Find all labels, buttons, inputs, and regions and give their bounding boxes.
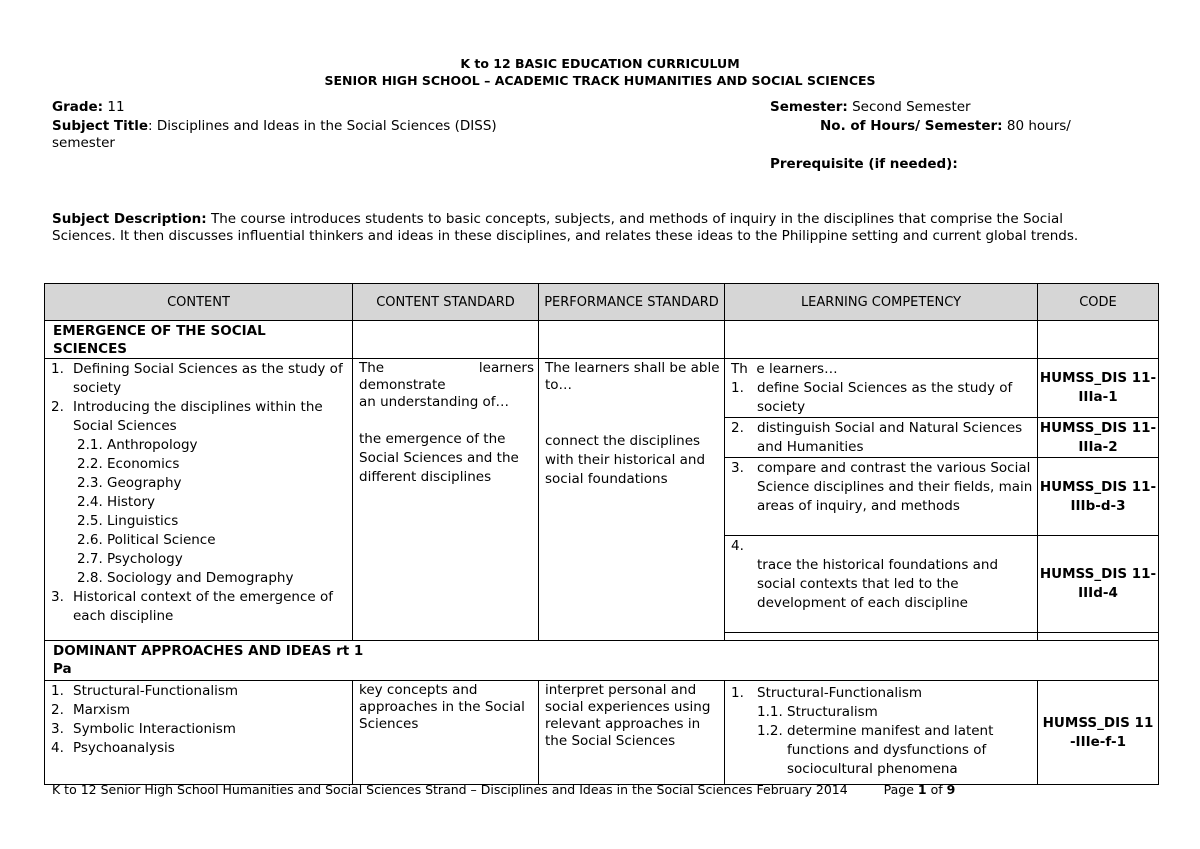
item-number: 2. xyxy=(731,420,744,436)
item-number: 3. xyxy=(731,460,744,476)
item-number: 3. xyxy=(51,589,64,605)
list-item xyxy=(51,512,348,531)
subject-info xyxy=(52,118,497,134)
page-footer xyxy=(52,782,955,797)
list-item xyxy=(51,550,348,569)
item-number: 1. xyxy=(51,683,64,699)
list-item xyxy=(51,720,348,739)
learning-competency-cell xyxy=(725,458,1038,536)
empty-cell xyxy=(539,321,725,359)
ps-text: connect the disciplines with their historical and social foundations xyxy=(545,433,706,487)
cs-text: The xyxy=(359,360,385,376)
doc-title-line2: SENIOR HIGH SCHOOL – ACADEMIC TRACK HUMANITIES AND SOCIAL SCIENCES xyxy=(324,73,876,88)
subject-value: : Disciplines and Ideas in the Social Sciences (DISS) xyxy=(148,118,497,134)
item-number: 2.8. xyxy=(77,570,103,586)
table-row xyxy=(45,359,1159,418)
item-text: define Social Sciences as the study of society xyxy=(757,380,1013,415)
item-text: compare and contrast the various Social Science disciplines and their fields, main areas of inquiry, and methods xyxy=(757,460,1033,514)
list-item xyxy=(51,739,348,758)
item-number: 2.7. xyxy=(77,551,103,567)
empty-cell xyxy=(353,321,539,359)
lc-intro-text: e learners… xyxy=(756,361,838,377)
doc-title-line1: K to 12 BASIC EDUCATION CURRICULUM xyxy=(460,56,740,71)
item-text: Economics xyxy=(107,456,180,472)
empty-cell xyxy=(725,321,1038,359)
item-number: 2.3. xyxy=(77,475,103,491)
item-text: Linguistics xyxy=(107,513,179,529)
table-row xyxy=(45,681,1159,785)
code-cell: HUMSS_DIS 11- IIIa-1 xyxy=(1038,359,1159,418)
list-item xyxy=(51,531,348,550)
learning-competency-cell xyxy=(725,681,1038,785)
lc-intro xyxy=(731,360,1033,379)
code-cell: HUMSS_DIS 11 -IIIe-f-1 xyxy=(1038,681,1159,785)
item-number: 2.2. xyxy=(77,456,103,472)
list-item xyxy=(51,360,348,398)
list-item xyxy=(51,701,348,720)
header-content: CONTENT xyxy=(45,284,353,321)
curriculum-table xyxy=(44,283,1159,785)
competency-item xyxy=(731,684,1033,703)
item-text: distinguish Social and Natural Sciences and Humanities xyxy=(757,420,1023,455)
item-number: 1.2. xyxy=(757,723,783,739)
hours-value: 80 hours/ xyxy=(1006,118,1071,134)
header-learning-competency: LEARNING COMPETENCY xyxy=(725,284,1038,321)
hours-label: No. of Hours/ Semester: xyxy=(820,118,1003,134)
subject-description xyxy=(52,211,1127,245)
item-text: determine manifest and latent functions and dysfunctions of sociocultural phenomena xyxy=(787,723,994,777)
section-title-text: rt 1 xyxy=(336,643,364,659)
table-header-row xyxy=(45,284,1159,321)
hours-continuation: semester xyxy=(52,135,115,151)
item-number: 4. xyxy=(51,740,64,756)
item-number: 1. xyxy=(731,685,744,701)
section-row xyxy=(45,321,1159,359)
description-text: The course introduces students to basic concepts, subjects, and methods of inquiry in the disciplines that comprise the Social Sciences. It then discusses influential thinkers and ideas in these disciplines, and relates these ideas to the Philippine setting and current global trends. xyxy=(52,211,1079,244)
cs-text: demonstrate xyxy=(359,377,446,393)
header-performance-standard: PERFORMANCE STANDARD xyxy=(539,284,725,321)
item-text: Structural-Functionalism xyxy=(757,685,923,701)
list-item xyxy=(51,569,348,588)
content-cell xyxy=(45,359,353,641)
item-text: Defining Social Sciences as the study of society xyxy=(73,361,343,396)
footer-text: K to 12 Senior High School Humanities and Social Sciences Strand – Disciplines and Ideas in the Social Sciences February 2014 xyxy=(52,782,848,797)
list-item xyxy=(51,682,348,701)
competency-item xyxy=(731,419,1033,457)
item-number: 1. xyxy=(731,380,744,396)
item-number: 2.6. xyxy=(77,532,103,548)
header-code: CODE xyxy=(1038,284,1159,321)
page-label: Page xyxy=(883,782,914,797)
item-text: Structural-Functionalism xyxy=(73,683,239,699)
section-title xyxy=(45,641,1159,681)
header-content-standard: CONTENT STANDARD xyxy=(353,284,539,321)
list-item xyxy=(51,474,348,493)
subject-label: Subject Title xyxy=(52,118,149,134)
item-number: 4. xyxy=(731,538,744,554)
item-text: History xyxy=(107,494,156,510)
cs-text: an understanding of… xyxy=(359,394,510,410)
item-text: Sociology and Demography xyxy=(107,570,294,586)
empty-cell xyxy=(1038,633,1159,641)
cs-text: the emergence of the Social Sciences and the different disciplines xyxy=(359,431,519,485)
grade-label: Grade: xyxy=(52,99,104,115)
item-number: 2. xyxy=(51,399,64,415)
competency-item xyxy=(731,459,1033,516)
prerequisite-label: Prerequisite (if needed): xyxy=(770,156,958,172)
item-text: Introducing the disciplines within the Social Sciences xyxy=(73,399,323,434)
content-cell xyxy=(45,681,353,785)
item-number: 1. xyxy=(51,361,64,377)
competency-item xyxy=(731,379,1033,417)
grade-value: 11 xyxy=(107,99,125,115)
list-item xyxy=(51,455,348,474)
list-item xyxy=(51,588,348,626)
item-text: Political Science xyxy=(107,532,216,548)
competency-subitem xyxy=(731,703,1033,722)
item-number: 2.5. xyxy=(77,513,103,529)
ps-text: The learners shall be able to… xyxy=(545,360,720,393)
code-cell: HUMSS_DIS 11- IIIb-d-3 xyxy=(1038,458,1159,536)
section-row xyxy=(45,641,1159,681)
prerequisite-info xyxy=(770,156,958,172)
section-title-text: DOMINANT APPROACHES AND IDEAS xyxy=(53,643,332,659)
hours-info xyxy=(820,118,1071,134)
item-text: Geography xyxy=(107,475,182,491)
performance-standard-cell: interpret personal and social experiences using relevant approaches in the Social Sciences xyxy=(539,681,725,785)
performance-standard-cell xyxy=(539,359,725,641)
section-title: EMERGENCE OF THE SOCIAL SCIENCES xyxy=(45,321,353,359)
code-cell: HUMSS_DIS 11- IIIa-2 xyxy=(1038,418,1159,458)
competency-subitem xyxy=(731,722,1033,779)
item-number: 1.1. xyxy=(757,704,783,720)
item-number: 2. xyxy=(51,702,64,718)
item-text: Historical context of the emergence of each discipline xyxy=(73,589,333,624)
list-item xyxy=(51,493,348,512)
item-number: 2.4. xyxy=(77,494,103,510)
item-text: Structuralism xyxy=(787,704,878,720)
page-total: 9 xyxy=(946,782,956,797)
content-standard-cell: key concepts and approaches in the Social Sciences xyxy=(353,681,539,785)
learning-competency-cell xyxy=(725,359,1038,418)
semester-label: Semester: xyxy=(770,99,848,115)
content-standard-cell xyxy=(353,359,539,641)
cs-line xyxy=(359,360,534,377)
semester-info xyxy=(770,99,971,115)
item-text: Anthropology xyxy=(107,437,198,453)
item-text: Marxism xyxy=(73,702,131,718)
code-cell: HUMSS_DIS 11- IIId-4 xyxy=(1038,536,1159,633)
page-of-label: of xyxy=(930,782,943,797)
cs-text: learners xyxy=(478,360,534,376)
description-label: Subject Description: xyxy=(52,211,207,227)
empty-cell xyxy=(725,633,1038,641)
learning-competency-cell xyxy=(725,418,1038,458)
page-indicator xyxy=(884,782,956,797)
empty-cell xyxy=(1038,321,1159,359)
item-text: Psychoanalysis xyxy=(73,740,175,756)
item-number: 2.1. xyxy=(77,437,103,453)
semester-value: Second Semester xyxy=(852,99,971,115)
lc-intro-text: Th xyxy=(731,361,748,377)
list-item xyxy=(51,436,348,455)
item-text: Psychology xyxy=(107,551,183,567)
item-number: 3. xyxy=(51,721,64,737)
learning-competency-cell xyxy=(725,536,1038,633)
grade-info xyxy=(52,99,125,115)
list-item xyxy=(51,398,348,436)
section-title-text: Pa xyxy=(53,661,72,677)
page-number: 1 xyxy=(917,782,927,797)
item-text: trace the historical foundations and social contexts that led to the development of each discipline xyxy=(757,557,999,611)
item-text: Symbolic Interactionism xyxy=(73,721,236,737)
